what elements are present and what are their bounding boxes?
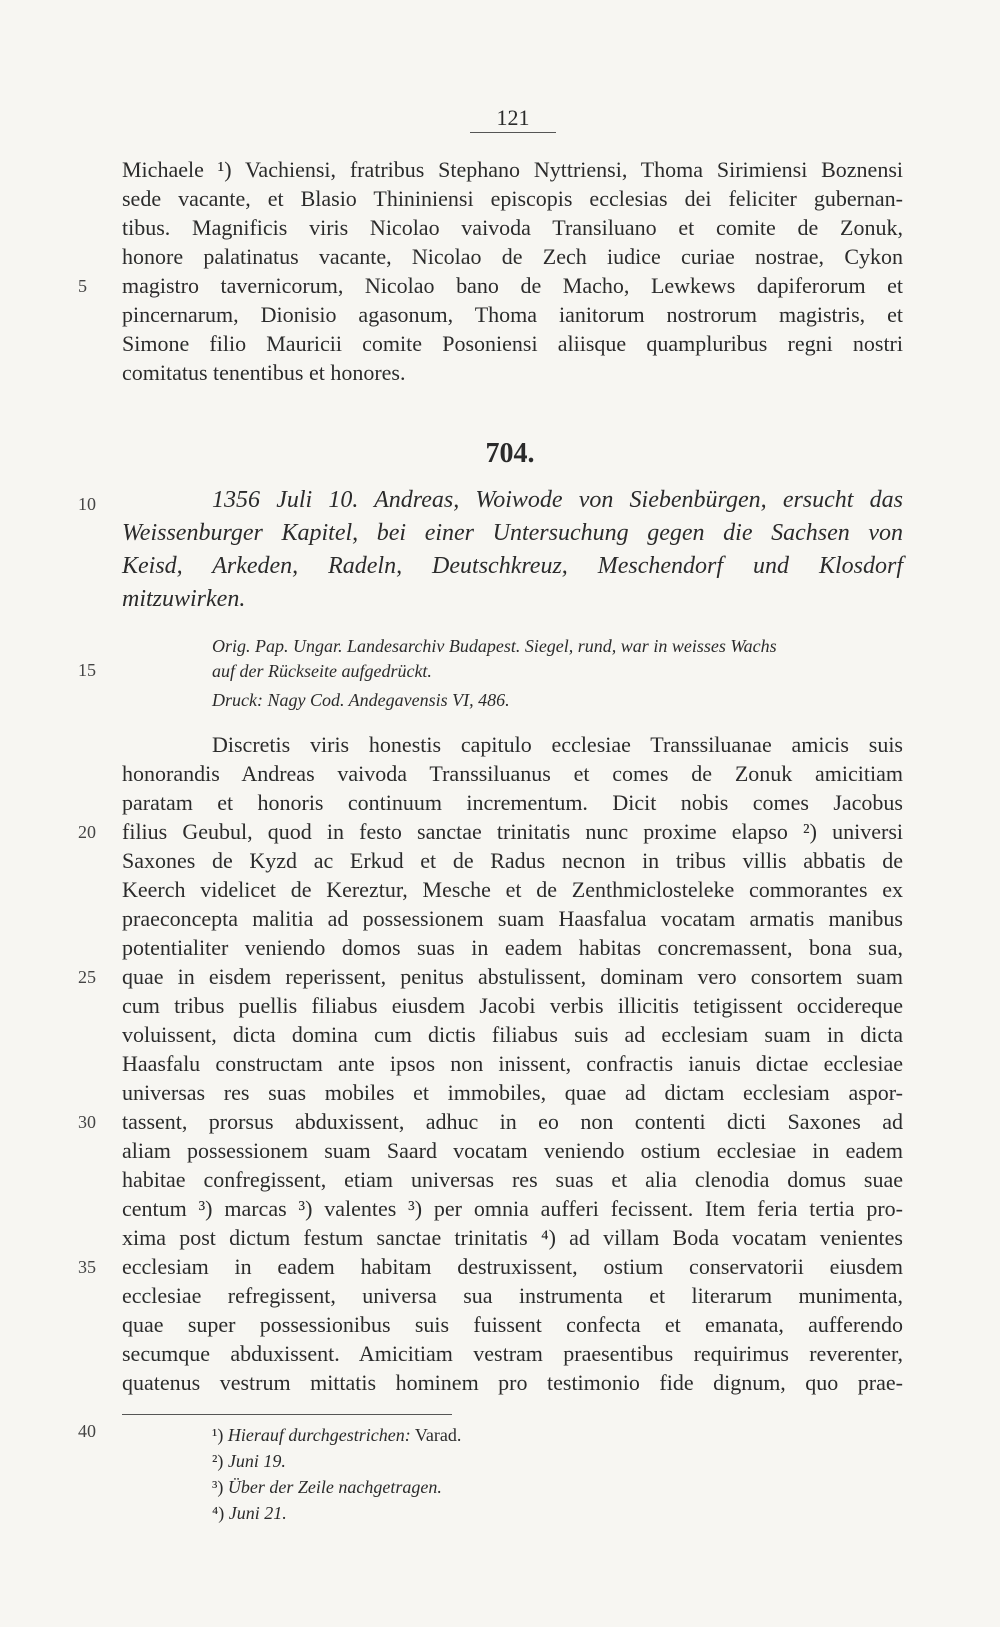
footnote-text: Juni 21. <box>228 1503 287 1523</box>
text-line: quae in eisdem reperissent, penitus abstulissent, dominam vero consortem suam <box>122 964 903 989</box>
footnote-text: Über der Zeile nachgetragen. <box>227 1477 442 1497</box>
text-line: paratam et honoris continuum incrementum. Dicit nobis comes Jacobus <box>122 790 903 815</box>
source-line: Orig. Pap. Ungar. Landesarchiv Budapest. Siegel, rund, war in weisses Wachs <box>212 636 777 656</box>
footnote <box>212 1448 286 1474</box>
line-number: 10 <box>78 494 96 514</box>
text-line: Discretis viris honestis capitulo ecclesiae Transsiluanae amicis suis <box>212 732 903 757</box>
text-line: ecclesiae refregissent, universa sua instrumenta et literarum munimenta, <box>122 1283 903 1308</box>
text-line: habitae confregissent, etiam universas res suas et alia clenodia domus suae <box>122 1167 903 1192</box>
text-line: quatenus vestrum mittatis hominem pro testimonio fide dignum, quo prae- <box>122 1370 903 1395</box>
line-number: 15 <box>78 660 96 680</box>
footnote <box>212 1500 287 1526</box>
footnote-text: Varad. <box>410 1425 462 1445</box>
text-line: centum ³) marcas ³) valentes ³) per omnia aufferi fecissent. Item feria tertia pro- <box>122 1196 903 1221</box>
text-line: filius Geubul, quod in festo sanctae trinitatis nunc proxime elapso ²) universi <box>122 819 903 844</box>
footnote-mark: ⁴) <box>212 1503 225 1523</box>
footnote-mark: ¹) <box>212 1425 224 1445</box>
line-number: 35 <box>78 1257 96 1277</box>
text-line: universas res suas mobiles et immobiles, quae ad dictam ecclesiam aspor- <box>122 1080 903 1105</box>
text-line: secumque abduxissent. Amicitiam vestram praesentibus requirimus reverenter, <box>122 1341 903 1366</box>
text-line: pincernarum, Dionisio agasonum, Thoma ianitorum nostrorum magistris, et <box>122 302 903 327</box>
footnote <box>212 1474 442 1500</box>
line-number: 20 <box>78 822 96 842</box>
footnote-text: Juni 19. <box>227 1451 286 1471</box>
text-line: aliam possessionem suam Saard vocatam veniendo ostium ecclesiae in eadem <box>122 1138 903 1163</box>
text-line: honore palatinatus vacante, Nicolao de Zech iudice curiae nostrae, Cykon <box>122 244 903 269</box>
footnote-mark: ³) <box>212 1477 224 1497</box>
heading-line: Weissenburger Kapitel, bei einer Untersuchung gegen die Sachsen von <box>122 520 903 546</box>
footnote-mark: ²) <box>212 1451 224 1471</box>
line-number: 5 <box>78 276 87 296</box>
footnote-divider <box>122 1414 452 1415</box>
text-line: cum tribus puellis filiabus eiusdem Jacobi verbis illicitis tetigissent occidereque <box>122 993 903 1018</box>
text-line: tassent, prorsus abduxissent, adhuc in eo non contenti dicti Saxones ad <box>122 1109 903 1134</box>
heading-line: Keisd, Arkeden, Radeln, Deutschkreuz, Meschendorf und Klosdorf <box>122 553 903 579</box>
text-line: Simone filio Mauricii comite Posoniensi aliisque quampluribus regni nostri <box>122 331 903 356</box>
line-number: 40 <box>78 1421 96 1441</box>
text-line: Michaele ¹) Vachiensi, fratribus Stephano Nyttriensi, Thoma Sirimiensi Boznensi <box>122 157 903 182</box>
source-line: auf der Rückseite aufgedrückt. <box>212 661 432 681</box>
text-line: Keerch videlicet de Kereztur, Mesche et de Zenthmiclosteleke commorantes ex <box>122 877 903 902</box>
footnote <box>212 1422 461 1448</box>
text-line: tibus. Magnificis viris Nicolao vaivoda Transiluano et comite de Zonuk, <box>122 215 903 240</box>
source-line: Druck: Nagy Cod. Andegavensis VI, 486. <box>212 690 510 710</box>
text-line: xima post dictum festum sanctae trinitatis ⁴) ad villam Boda vocatam venientes <box>122 1225 903 1250</box>
text-line: sede vacante, et Blasio Thininiensi episcopis ecclesias dei feliciter gubernan- <box>122 186 903 211</box>
text-line: ecclesiam in eadem habitam destruxissent, ostium conservatorii eiusdem <box>122 1254 903 1279</box>
heading-line: 1356 Juli 10. Andreas, Woiwode von Siebenbürgen, ersucht das <box>212 487 903 513</box>
heading-line: mitzuwirken. <box>122 586 246 612</box>
text-line: praeconcepta malitia ad possessionem suam Haasfalua vocatam armatis manibus <box>122 906 903 931</box>
footnote-text: Hierauf durchgestrichen: <box>227 1425 411 1445</box>
text-line: voluissent, dicta domina cum dictis filiabus suis ad ecclesiam suam in dicta <box>122 1022 903 1047</box>
entry-number: 704. <box>485 438 535 469</box>
text-line: Saxones de Kyzd ac Erkud et de Radus necnon in tribus villis abbatis de <box>122 848 903 873</box>
text-line: potentialiter veniendo domos suas in eadem habitas concremassent, bona sua, <box>122 935 903 960</box>
text-line: magistro tavernicorum, Nicolao bano de Macho, Lewkews dapiferorum et <box>122 273 903 298</box>
line-number: 30 <box>78 1112 96 1132</box>
line-number: 25 <box>78 967 96 987</box>
page-number: 121 <box>470 104 556 133</box>
text-line: quae super possessionibus suis fuissent confecta et emanata, aufferendo <box>122 1312 903 1337</box>
text-line: Haasfalu constructam ante ipsos non inissent, confractis ianuis dictae ecclesiae <box>122 1051 903 1076</box>
text-line: honorandis Andreas vaivoda Transsiluanus et comes de Zonuk amicitiam <box>122 761 903 786</box>
text-line: comitatus tenentibus et honores. <box>122 360 406 385</box>
